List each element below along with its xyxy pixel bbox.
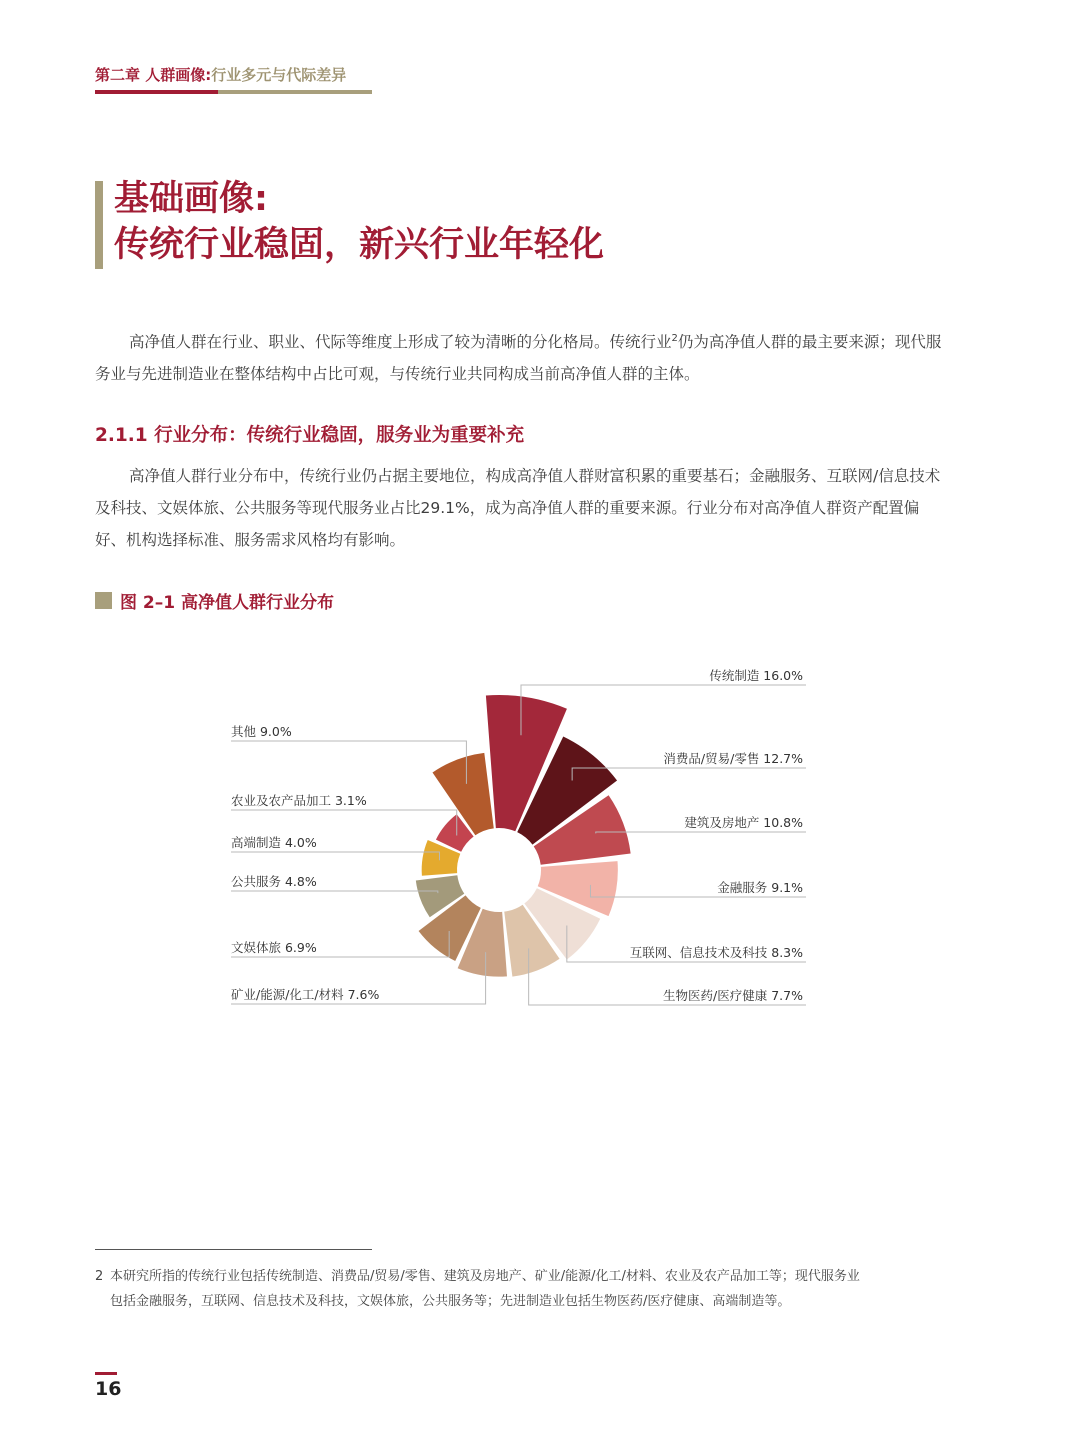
chapter-label: 第二章 人群画像: (95, 66, 212, 84)
page-number-bar (95, 1372, 117, 1375)
chapter-subtitle: 行业多元与代际差异 (211, 66, 347, 84)
footnote-rule (95, 1249, 372, 1250)
slice-label-8: 公共服务 4.8% (231, 874, 317, 889)
slice-label-1: 消费品/贸易/零售 12.7% (663, 751, 803, 766)
slice-label-5: 生物医药/医疗健康 7.7% (663, 988, 803, 1003)
intro-paragraph (95, 323, 950, 390)
slice-label-2: 建筑及房地产 10.8% (684, 815, 803, 830)
intro-text-b: 仍为高净值人群的最主要来源；现代服务业与先进制造业在整体结构中占比可观，与传统行业共同构成当前高净值人群的主体。 (95, 333, 942, 384)
slice-label-7: 文娱体旅 6.9% (231, 940, 317, 955)
title-line-1: 基础画像: (114, 179, 268, 219)
industry-rose-chart (0, 640, 1080, 1060)
leader-line-9 (231, 852, 439, 860)
leader-line-2 (596, 832, 806, 833)
section-heading: 2.1.1 行业分布：传统行业稳固，服务业为重要补充 (95, 425, 525, 446)
slice-label-4: 互联网、信息技术及科技 8.3% (629, 945, 803, 960)
footnote-number: 2 (95, 1269, 104, 1284)
header-rule-gold (218, 90, 372, 94)
footnote (95, 1264, 955, 1314)
slice-label-6: 矿业/能源/化工/材料 7.6% (231, 987, 380, 1002)
header-rule-red (95, 90, 218, 94)
page-number: 16 (95, 1378, 122, 1400)
slice-label-11: 其他 9.0% (231, 724, 292, 739)
leader-line-11 (231, 741, 466, 784)
figure-title: 图 2–1 高净值人群行业分布 (120, 593, 334, 613)
title-line-2: 传统行业稳固，新兴行业年轻化 (114, 225, 605, 265)
page-title (114, 176, 604, 268)
footnote-line-2: 包括金融服务，互联网、信息技术及科技，文娱体旅，公共服务等；先进制造业包括生物医药/医疗健康、高端制造等。 (110, 1294, 791, 1309)
section-paragraph: 高净值人群行业分布中，传统行业仍占据主要地位，构成高净值人群财富积累的重要基石；金融服务、互联网/信息技术及科技、文娱体旅、公共服务等现代服务业占比29.1%，成为高净值人群的重要来源。行业分布对高净值人群资产配置偏好、机构选择标准、服务需求风格均有影响。 (95, 467, 941, 549)
footnote-line-1: 本研究所指的传统行业包括传统制造、消费品/贸易/零售、建筑及房地产、矿业/能源/化工/材料、农业及农产品加工等；现代服务业 (110, 1269, 860, 1284)
intro-text-a: 高净值人群在行业、职业、代际等维度上形成了较为清晰的分化格局。传统行业 (129, 333, 672, 352)
leader-line-10 (231, 810, 457, 835)
title-accent-bar (95, 181, 103, 269)
slice-label-9: 高端制造 4.0% (231, 835, 317, 850)
figure-marker (95, 592, 112, 609)
footnote-ref[interactable]: 2 (671, 333, 678, 344)
slice-label-10: 农业及农产品加工 3.1% (231, 793, 367, 808)
slice-label-0: 传统制造 16.0% (709, 668, 803, 683)
leader-line-8 (231, 891, 438, 893)
chapter-header (95, 64, 346, 85)
slice-label-3: 金融服务 9.1% (717, 880, 803, 895)
